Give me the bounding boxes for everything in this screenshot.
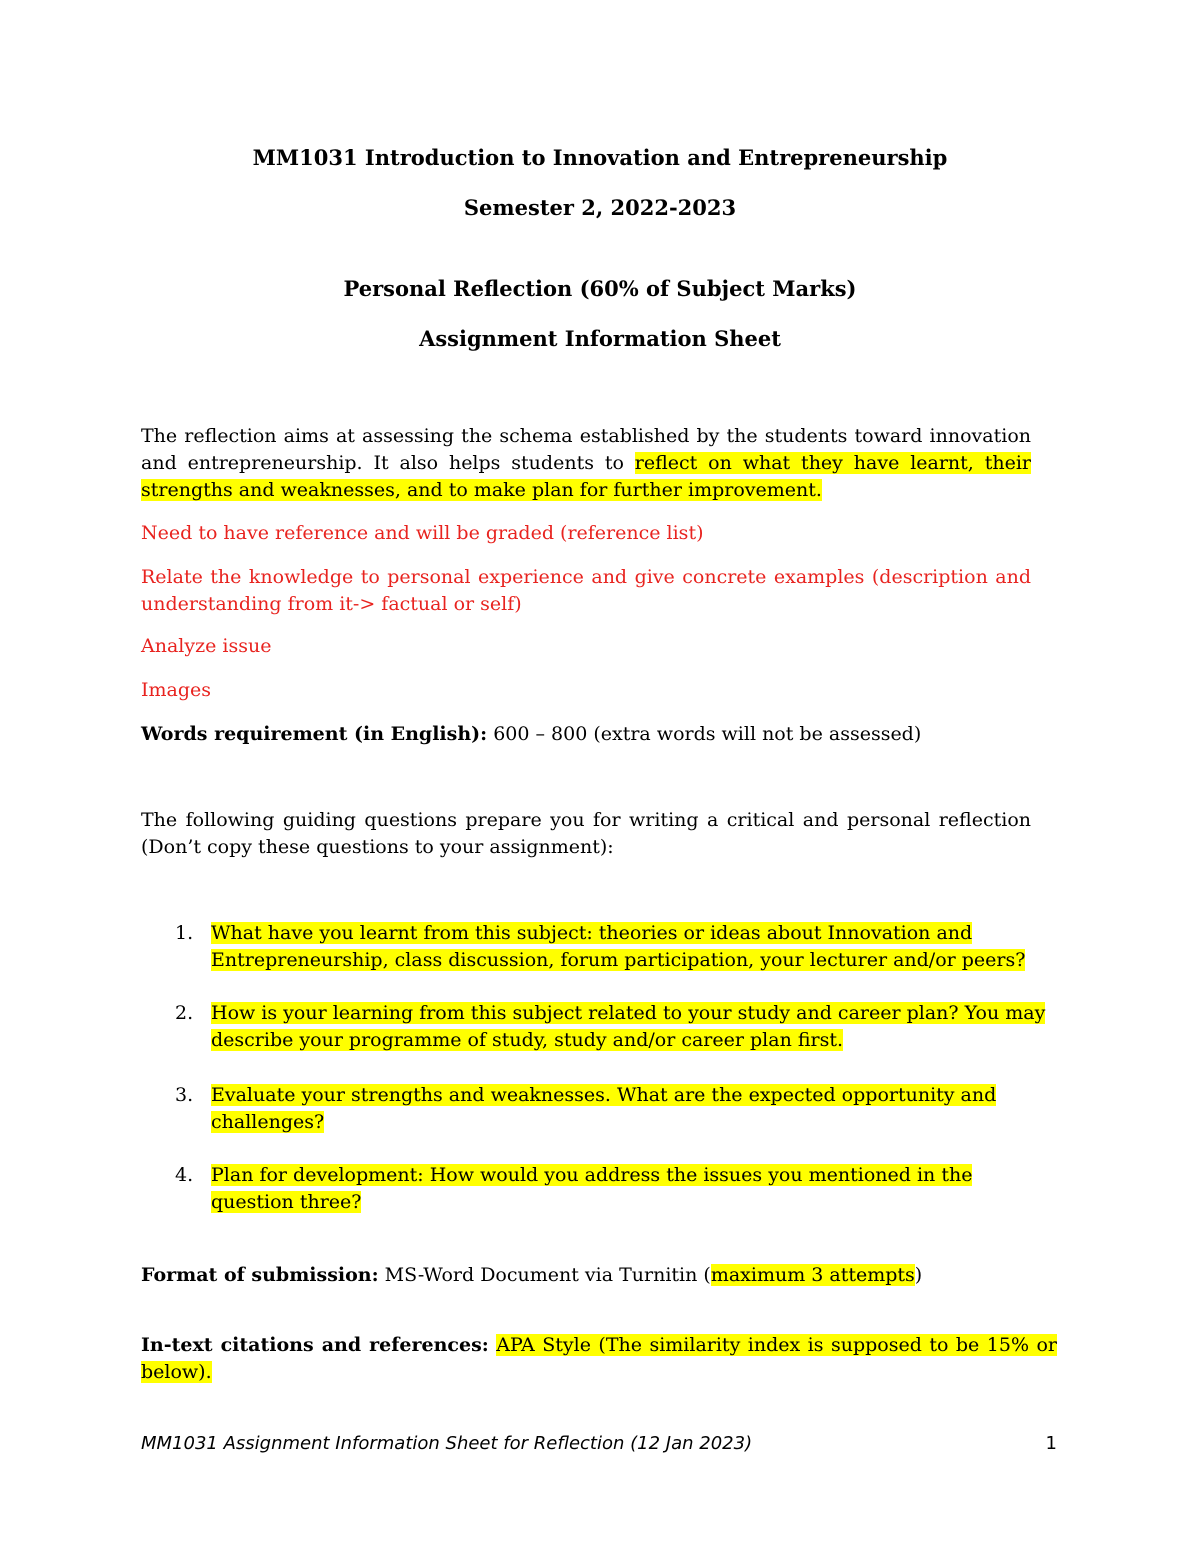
question-text: How is your learning from this subject related to your study and career plan? You may describe your programme of study, study and/or career plan first. <box>211 1002 1046 1051</box>
citations-label: In-text citations and references: <box>141 1334 489 1356</box>
format-of-submission <box>141 1262 1031 1289</box>
course-title: MM1031 Introduction to Innovation and Entrepreneurship <box>252 145 948 170</box>
note-analyze: Analyze issue <box>141 635 272 657</box>
words-requirement <box>141 721 1031 748</box>
question-number: 1. <box>175 922 194 944</box>
semester-title: Semester 2, 2022-2023 <box>463 195 737 220</box>
question-number: 4. <box>175 1164 194 1186</box>
question-text: Evaluate your strengths and weaknesses. What are the expected opportunity and challenges? <box>211 1084 997 1133</box>
format-close: ) <box>914 1264 923 1286</box>
citations-highlight: APA Style (The similarity index is supposed to be 15% or below). <box>141 1334 1057 1383</box>
footer-text: MM1031 Assignment Information Sheet for Reflection (12 Jan 2023) <box>141 1433 753 1454</box>
page-footer <box>141 1433 1057 1454</box>
page-number: 1 <box>1045 1433 1057 1454</box>
format-label: Format of submission: <box>141 1264 379 1286</box>
question-text: Plan for development: How would you address the issues you mentioned in the question three? <box>211 1164 973 1213</box>
intro-paragraph <box>141 423 1031 504</box>
assignment-title: Personal Reflection (60% of Subject Marks) <box>343 276 857 301</box>
format-value: MS-Word Document via Turnitin ( <box>378 1264 711 1286</box>
note-images: Images <box>141 679 212 701</box>
question-text: What have you learnt from this subject: theories or ideas about Innovation and Entrepreneurship, class discussion, forum participation, your lecturer and/or peers? <box>211 922 1026 971</box>
intro-highlight: reflect on what they have learnt, their strengths and weaknesses, and to make plan for further improvement. <box>141 452 1031 501</box>
format-highlight: maximum 3 attempts <box>710 1264 915 1286</box>
question-number: 2. <box>175 1002 194 1024</box>
note-relate: Relate the knowledge to personal experience and give concrete examples (description and understanding from it-> factual or self) <box>141 566 1031 615</box>
guiding-intro: The following guiding questions prepare you for writing a critical and personal reflection (Don’t copy these questions to your assignment): <box>141 809 1031 858</box>
sheet-title: Assignment Information Sheet <box>419 326 781 351</box>
note-reference: Need to have reference and will be graded (reference list) <box>141 522 704 544</box>
words-label: Words requirement (in English): <box>141 723 488 745</box>
words-value: 600 – 800 (extra words will not be assessed) <box>487 723 922 745</box>
intro-text: The reflection aims at assessing the schema established by the students toward innovation and entrepreneurship. It also helps students to <box>141 425 1031 474</box>
citations-references <box>141 1332 1057 1386</box>
question-number: 3. <box>175 1084 194 1106</box>
